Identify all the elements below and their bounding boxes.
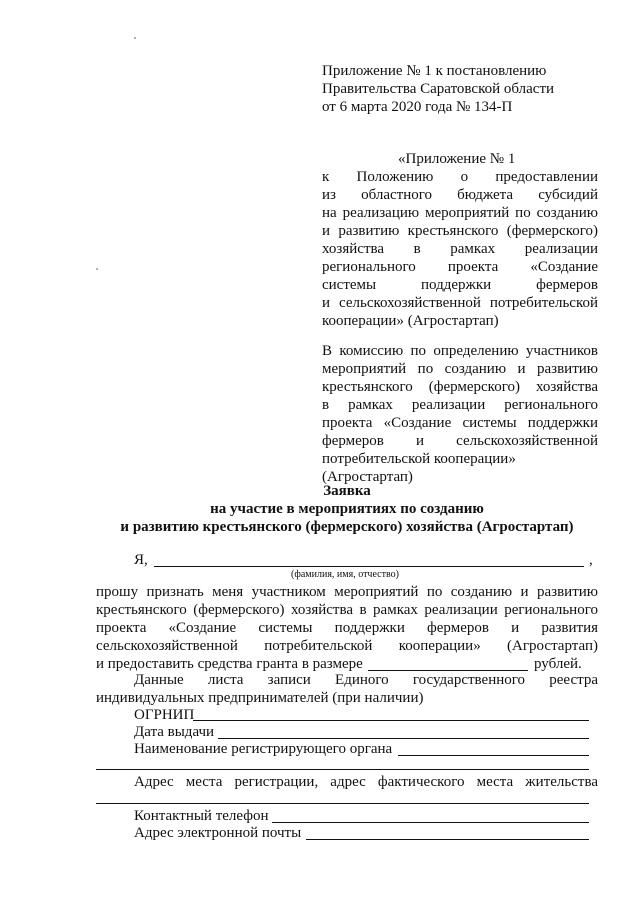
request-line: сельскохозяйственной потребительской кооперации» (Агростартап)	[96, 638, 598, 654]
request-line: крестьянского (фермерского) хозяйства в рамках реализации регионального	[96, 602, 598, 618]
addressee-line: в рамках реализации регионального	[322, 397, 598, 413]
title-line: на участие в мероприятиях по созданию	[210, 501, 484, 517]
addressee-line: проекта «Создание системы поддержки	[322, 415, 598, 431]
annex-regulation-line: системы поддержки фермеров	[322, 277, 598, 293]
grant-prefix: и предоставить средства гранта в размере	[96, 656, 363, 672]
phone-label: Контактный телефон	[134, 808, 269, 824]
annex-regulation-line: на реализацию мероприятий по созданию	[322, 205, 598, 221]
request-line: проекта «Создание системы поддержки фермеров и развития	[96, 620, 598, 636]
registry-line: Данные листа записи Единого государственного реестра	[134, 672, 598, 688]
applicant-name-field[interactable]	[154, 566, 584, 567]
applicant-caption: (фамилия, имя, отчество)	[291, 569, 399, 580]
annex-regulation-line: и сельскохозяйственной потребительской	[322, 295, 598, 311]
annex-header-line: Приложение № 1 к постановлению	[322, 63, 547, 79]
issue-date-label: Дата выдачи	[134, 724, 215, 740]
addressee-line: крестьянского (фермерского) хозяйства	[322, 379, 598, 395]
annex-regulation	[322, 150, 598, 330]
scan-speck	[96, 268, 98, 270]
annex-regulation-line: и развитию крестьянского (фермерского)	[322, 223, 598, 239]
email-label: Адрес электронной почты	[134, 825, 302, 841]
annex-header	[322, 62, 612, 116]
grant-suffix: рублей.	[534, 656, 582, 672]
registrar-field-continuation[interactable]	[96, 769, 589, 770]
phone-field[interactable]	[272, 822, 589, 823]
ogrnip-field[interactable]	[193, 720, 589, 721]
email-field[interactable]	[306, 839, 589, 840]
annex-header-line: от 6 марта 2020 года № 134-П	[322, 99, 513, 115]
title-line: и развитию крестьянского (фермерского) хозяйства (Агростартап)	[120, 519, 574, 535]
addressee-block	[322, 342, 598, 486]
addressee-line: фермеров и сельскохозяйственной	[322, 433, 598, 449]
annex-header-line: Правительства Саратовской области	[322, 81, 555, 97]
registrar-label: Наименование регистрирующего органа	[134, 741, 393, 757]
address-field[interactable]	[96, 803, 589, 804]
annex-regulation-line: регионального проекта «Создание	[322, 259, 598, 275]
annex-regulation-title: «Приложение № 1	[398, 151, 516, 167]
addressee-line: потребительской кооперации» (Агростартап)	[322, 451, 516, 485]
ogrnip-label: ОГРНИП	[134, 707, 195, 723]
applicant-prefix: Я,	[134, 552, 148, 568]
request-line: прошу признать меня участником мероприятий по созданию и развитию	[96, 584, 598, 600]
request-paragraph	[96, 583, 598, 655]
application-title	[96, 482, 598, 536]
issue-date-field[interactable]	[218, 738, 589, 739]
annex-regulation-line: из областного бюджета субсидий	[322, 187, 598, 203]
registry-line: индивидуальных предпринимателей (при наличии)	[96, 690, 424, 706]
title-line: Заявка	[323, 483, 371, 499]
addressee-line: В комиссию по определению участников	[322, 343, 598, 359]
addressee-line: мероприятий по созданию и развитию	[322, 361, 598, 377]
registrar-field[interactable]	[398, 755, 589, 756]
annex-regulation-line: к Положению о предоставлении	[322, 169, 598, 185]
annex-regulation-line: хозяйства в рамках реализации	[322, 241, 598, 257]
applicant-suffix: ,	[589, 552, 593, 568]
address-label: Адрес места регистрации, адрес фактического места жительства	[134, 774, 598, 790]
scan-speck	[134, 37, 136, 39]
annex-regulation-line: кооперации» (Агростартап)	[322, 313, 499, 329]
